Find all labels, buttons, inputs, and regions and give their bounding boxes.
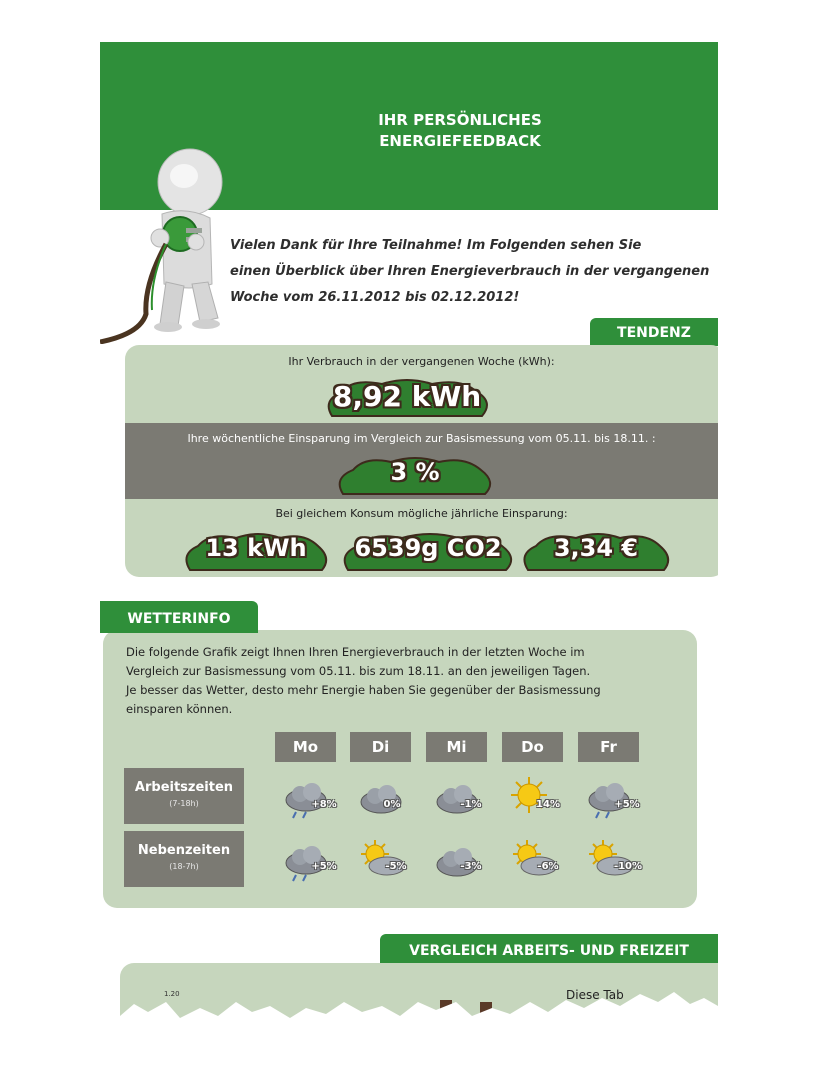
torn-edge [100,972,718,1042]
day-header-mo: Mo [275,732,336,762]
mascot-figure-icon [100,134,230,344]
energy-feedback-page [100,42,718,1042]
tab-vergleich: VERGLEICH ARBEITS- UND FREIZEIT [380,934,718,966]
pct-arbeit-do: 14% [536,799,560,810]
pct-neben-fr: -10% [613,861,643,872]
sun-cloud-icon [355,838,415,878]
savings-label: Ihre wöchentliche Einsparung im Vergleich zur Basismessung vom 05.11. bis 18.11. : [187,432,656,445]
pct-arbeit-mi: -1% [460,799,482,810]
day-header-di: Di [350,732,411,762]
tab-wetterinfo: WETTERINFO [100,601,258,633]
wetter-line-3: Je besser das Wetter, desto mehr Energie haben Sie gegenüber der Basismessung [126,683,601,697]
intro-line-2: einen Überblick über Ihren Energieverbrauch in der vergangenen [230,264,710,279]
pct-arbeit-fr: +5% [614,799,640,810]
vergleich-line-1: Diese Tab [566,988,624,1002]
day-header-do: Do [502,732,563,762]
row-label-arbeitszeiten [124,768,244,824]
yearly-co2-value: 6539g CO2 [354,534,502,562]
consumption-value: 8,92 kWh [332,380,482,413]
row-label-nebenzeiten [124,831,244,887]
tab-tendenz: TENDENZ [590,318,718,346]
pct-neben-mo: +5% [311,861,337,872]
title-line-1: IHR PERSÖNLICHES [378,111,542,129]
row-label-sub: (18-7h) [169,862,199,871]
day-header-mi: Mi [426,732,487,762]
row-label-sub: (7-18h) [169,799,199,808]
yearly-eur-value: 3,34 € [553,534,639,562]
intro-line-3: Woche vom 26.11.2012 bis 02.12.2012! [230,290,520,305]
pct-arbeit-di: 0% [383,799,401,810]
sun-cloud-icon [583,838,643,878]
wetter-line-4: einsparen können. [126,702,233,716]
intro-line-1: Vielen Dank für Ihre Teilnahme! Im Folgenden sehen Sie [230,238,642,253]
pct-neben-do: -6% [537,861,559,872]
sun-cloud-icon [507,838,567,878]
chart-y-tick: 1.20 [164,990,180,998]
day-header-fr: Fr [578,732,639,762]
pct-neben-di: -5% [385,861,407,872]
yearly-label: Bei gleichem Konsum mögliche jährliche Einsparung: [275,507,568,520]
wetter-line-2: Vergleich zur Basismessung vom 05.11. bis zum 18.11. an den jeweiligen Tagen. [126,664,591,678]
pct-neben-mi: -3% [460,861,482,872]
wetter-line-1: Die folgende Grafik zeigt Ihnen Ihren Energieverbrauch in der letzten Woche im [126,645,585,659]
row-label-main: Nebenzeiten [137,843,231,858]
yearly-kwh-value: 13 kWh [205,534,307,562]
intro-text [230,233,710,311]
row-label-main: Arbeitszeiten [134,780,234,795]
page-title [350,110,570,152]
wetter-description [126,643,686,719]
savings-value: 3 % [390,458,440,486]
consumption-label: Ihr Verbrauch in der vergangenen Woche (kWh): [288,355,555,368]
pct-arbeit-mo: +8% [311,799,337,810]
title-line-2: ENERGIEFEEDBACK [379,132,541,150]
